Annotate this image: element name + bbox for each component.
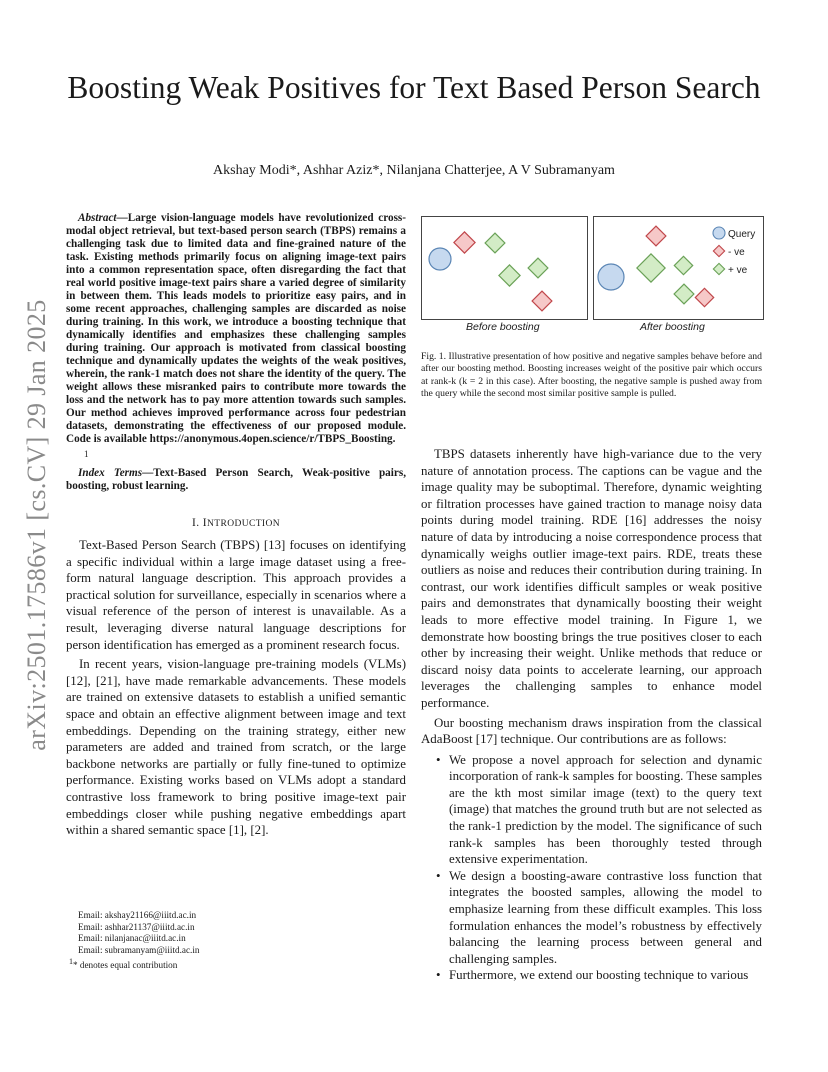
list-item — [421, 752, 762, 868]
negative-diamond — [646, 226, 666, 246]
legend-positive-label: + ve — [728, 265, 748, 276]
index-terms-label: Index Terms — [78, 467, 143, 479]
before-boosting-diagram — [422, 217, 587, 319]
footnote-mark: 1 — [69, 957, 73, 967]
index-terms-text: —Text-Based Person Search, Weak-positive pairs, boosting, robust learning. — [66, 467, 406, 492]
contributions-list — [421, 752, 762, 984]
footnote-email: Email: ashhar21137@iiitd.ac.in — [78, 921, 195, 932]
list-item — [421, 868, 762, 968]
contribution-text: We design a boosting-aware contrastive loss function that integrates the boosted samples, allowing the model to emphasize learning from these difficult examples. This loss formulation enhances the model’s robustness by effectively balancing the learning process between general and challenging samples. — [449, 868, 762, 966]
section-number: I. — [191, 517, 200, 529]
footnotes — [66, 910, 266, 972]
positive-diamond — [528, 258, 548, 278]
footnote-email: Email: akshay21166@iiitd.ac.in — [78, 910, 197, 920]
abstract-text: —Large vision-language models have revolutionized cross-modal object retrieval, but text-based person search (TBPS) remains a challenging task due to limited data and fine-grained nature of the task. Existing methods primarily focus on aligning image-text pairs into a common representation space, often disregarding the fact that real world positive image-text pairs share a varied degree of similarity in between them. This leads models to prioritize easy pairs, and in some recent approaches, challenging samples are discarded as noise during training. In this work, we introduce a boosting technique that dynamically identifies and emphasizes these challenging samples during training. Our approach is motivated from classical boosting technique and dynamically updates the weights of the weak positives, wherein, the rank-1 match does not share the identity of the query. The weight allows these misranked pairs to contribute more towards the loss and the network has to pay more attention towards such samples. Our method achieves improved performance across four pedestrian datasets, demonstrating the effectiveness of our proposed module. Code is available https://anonymous.4open.science/r/TBPS_Boosting. — [66, 212, 406, 445]
contribution-text: Furthermore, we extend our boosting technique to various — [449, 968, 749, 983]
label-after-boosting: After boosting — [640, 321, 705, 333]
positive-diamond — [499, 265, 520, 286]
right-column — [421, 446, 762, 984]
footnote-equal-text: * denotes equal contribution — [73, 960, 178, 971]
contribution-text: We propose a novel approach for selection and dynamic incorporation of rank-k samples for boosting. These samples are the kth most similar image (text) to the query text (image) that matches the ground truth but are not selected as the rank-1 prediction by the model. The significance of such rank-k samples has been thoroughly tested through extensive experimentation. — [449, 752, 762, 867]
left-column — [66, 212, 406, 839]
right-paragraph-1: TBPS datasets inherently have high-variance due to the very nature of annotation process. The captions can be vague and the image quality may be suboptimal. Therefore, dynamic weighting or filtration processes have gained traction to manage noisy data points during model training. RDE [16] addresses the noisy nature of data by introducing a noise correspondence process that dynamically weighs outlier image-text pairs. RDE, treats these outliers as noise and reduces their contribution during training. In contrast, our work identifies difficult samples or weak positive pairs and demonstrates that dynamically boosting their weight leads to more effective model training. In Figure 1, we demonstrate how boosting brings the true positives closer to each other by increasing their weight. Unlike methods that reduce or discard noisy data points to accelerate learning, our approach leverages the challenging samples to enhance model performance. — [421, 447, 762, 710]
legend-negative-label: - ve — [728, 247, 745, 258]
bullet-icon: • — [436, 752, 441, 767]
positive-diamond — [637, 254, 665, 282]
legend-negative-icon — [713, 245, 724, 256]
right-paragraph-2: Our boosting mechanism draws inspiration from the classical AdaBoost [17] technique. Our contributions are as follows: — [421, 715, 762, 747]
legend-query-label: Query — [728, 229, 756, 240]
negative-diamond — [454, 232, 475, 253]
legend-positive-icon — [713, 263, 724, 274]
after-boosting-diagram — [594, 217, 763, 319]
panel-before-boosting — [421, 216, 588, 320]
query-circle — [598, 264, 624, 290]
negative-diamond — [532, 291, 552, 311]
intro-paragraph-2: In recent years, vision-language pre-training models (VLMs) [12], [21], have made remarkable advancements. These models are trained on extensive datasets to establish a unified semantic space and obtain an effective alignment between image and text embeddings. Depending on the training strategy, either new parameters are added and trained from scratch, or the large backbone networks are partially or fully fine-tuned to optimize performance. Existing works based on VLMs adopt a standard contrastive loss framework to bring positive image-text pair embeddings closer while pushing negative embeddings apart within a shared semantic space [1], [2]. — [66, 657, 406, 838]
arxiv-id: arXiv:2501.17586v1 [cs.CV] 29 Jan 2025 — [22, 299, 51, 751]
figure-caption: Fig. 1. Illustrative presentation of how positive and negative samples behave before and after our boosting method. Boosting increases weight of the positive pair which occurs at rank-k (k = 2 in this case). After boosting, the negative sample is pushed away from the query while the second most similar positive sample is pulled. — [421, 351, 762, 400]
intro-paragraph-1: Text-Based Person Search (TBPS) [13] focuses on identifying a specific individual within a large image dataset using a free-form natural language description. This approach provides a practical solution for surveillance, especially in scenarios where a visual reference of the person of interest is unavailable. As a result, leveraging diverse natural language descriptions for person identification has emerged as a prominent research focus. — [66, 538, 406, 652]
negative-diamond — [695, 288, 713, 306]
footnote-equal-contribution — [69, 956, 266, 972]
panel-after-boosting — [593, 216, 764, 320]
bullet-icon: • — [436, 968, 441, 983]
abstract-footnote-mark: 1 — [84, 449, 89, 459]
query-circle — [429, 248, 451, 270]
list-item — [421, 967, 762, 984]
figure-1 — [421, 216, 764, 338]
label-before-boosting: Before boosting — [466, 321, 540, 333]
abstract-label: Abstract — [78, 212, 117, 224]
section-heading — [66, 517, 406, 529]
footnote-email: Email: nilanjanac@iiitd.ac.in — [78, 933, 186, 944]
legend-query-icon — [713, 227, 725, 239]
arxiv-watermark — [17, 290, 57, 760]
bullet-icon: • — [436, 868, 441, 883]
positive-diamond — [674, 284, 694, 304]
index-terms — [66, 467, 406, 493]
positive-diamond — [485, 233, 505, 253]
section-title-initial: I — [202, 517, 207, 529]
positive-diamond — [674, 256, 692, 274]
abstract — [66, 212, 406, 446]
author-list: Akshay Modi*, Ashhar Aziz*, Nilanjana Chatterjee, A V Subramanyam — [213, 163, 615, 178]
footnote-email: Email: subramanyam@iiitd.ac.in — [78, 944, 200, 955]
paper-title: Boosting Weak Positives for Text Based Person Search — [67, 70, 761, 105]
section-title-rest: NTRODUCTION — [207, 519, 281, 529]
